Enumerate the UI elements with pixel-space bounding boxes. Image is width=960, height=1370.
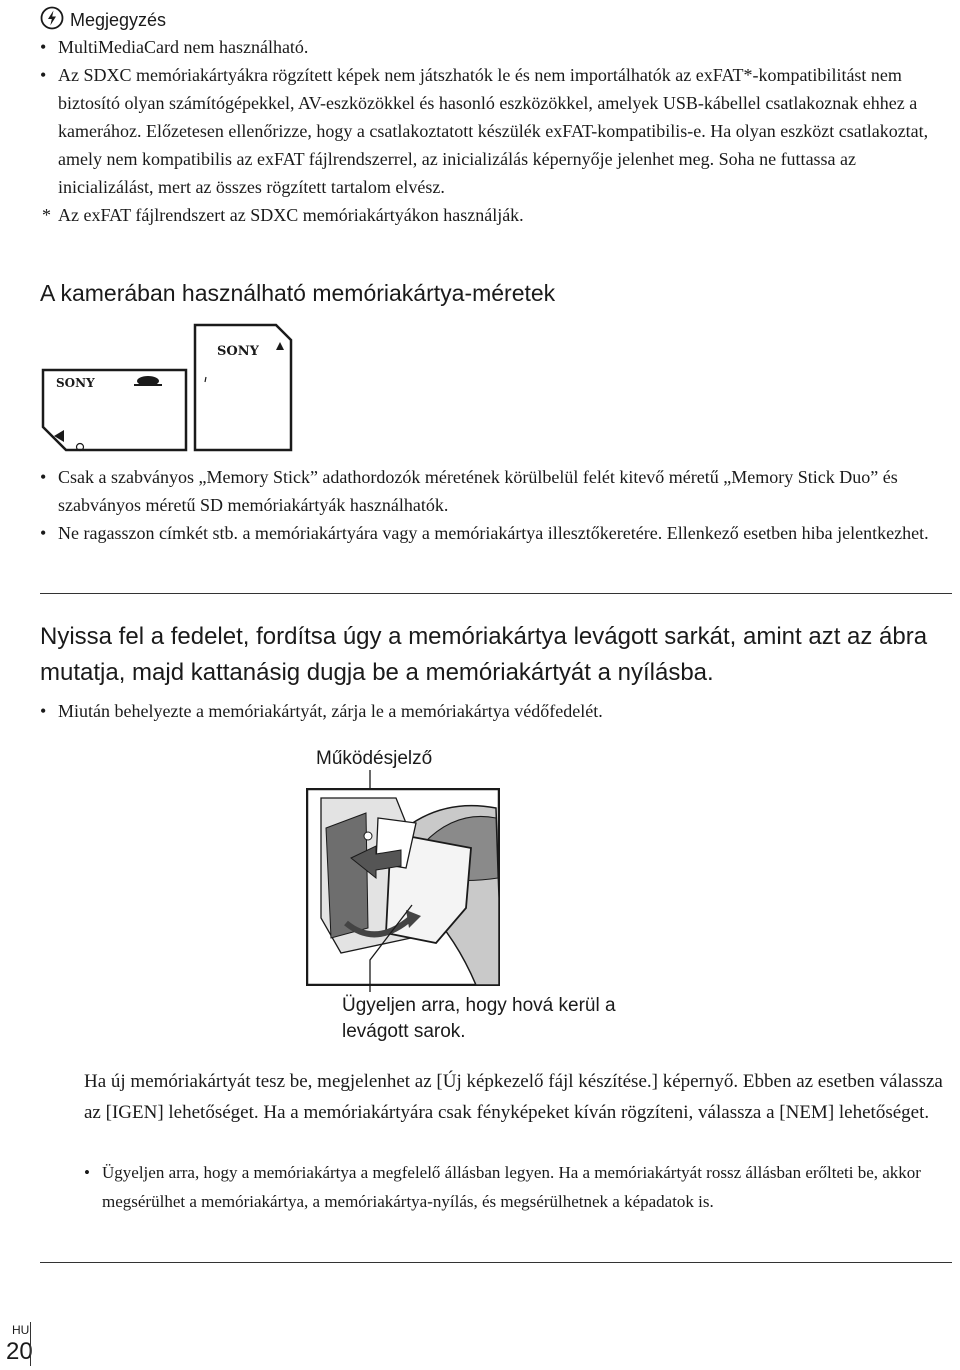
footer-divider [40, 1262, 952, 1263]
note-list [40, 33, 945, 229]
label-cut-corner: Ügyeljen arra, hogy hová kerül a levágott sarok. [342, 995, 616, 1042]
new-card-info: Ha új memóriakártyát tesz be, megjelenhet az [Új képkezelő fájl készítése.] képernyő. Ebben az esetben válassza az [IGEN] lehetőséget. Ha a memóriakártyára csak fényképeket kíván rögzíteni, válassza a [NEM] lehetőséget. [84, 1071, 943, 1123]
note-item: • Az SDXC memóriakártyákra rögzített képek nem játszhatók le és nem importálhatók az exFAT*-kompatibilitást nem biztosító olyan számítógépekkel, AV-eszközökkel és hasonló eszközökkel, amelyek USB-kábellel csatlakoznak ehhez a kamerához. Előzetesen ellenőrizze, hogy a csatlakoztatott készülék exFAT-kompatibilis-e. Ha olyan eszközt csatlakoztat, amely nem kompatibilis az exFAT fájlrendszerrel, az inicializálás képernyője jelenhet meg. Soha ne futtassa az inicializálást, mert az összes rögzített tartalom elvész. [40, 61, 945, 201]
language-code: HU [12, 1323, 30, 1337]
list-item: • Csak a szabványos „Memory Stick” adathordozók méretének körülbelül felét kitevő méretű „Memory Stick Duo” és szabványos méretű SD memóriakártyák használhatók. [40, 463, 945, 519]
label-indicator: Működésjelző [316, 748, 433, 769]
footer-vertical-rule [30, 1322, 31, 1366]
section-divider [40, 593, 952, 594]
list-item: • Ne ragasszon címkét stb. a memóriakártyára vagy a memóriakártya illesztőkeretére. Ellenkező esetben hiba jelentkezhet. [40, 519, 945, 547]
card-sizes-list [40, 463, 945, 547]
card-sizes-heading: A kamerában használható memóriakártya-méretek [40, 280, 556, 306]
card-brand-right: SONY [217, 344, 259, 359]
note-item: • MultiMediaCard nem használható. [40, 33, 945, 61]
note-title: Megjegyzés [70, 10, 167, 30]
step-notes [40, 697, 945, 725]
note-footnote: * Az exFAT fájlrendszert az SDXC memóriakártyákon használják. [40, 201, 945, 229]
sd-card-icon [195, 325, 291, 450]
leader-line-bottom [330, 900, 430, 995]
note-header [40, 6, 166, 35]
page-number: 20 [6, 1338, 33, 1365]
memory-card-illustration [40, 320, 300, 455]
note-icon [40, 6, 64, 35]
caution-list [84, 1158, 944, 1216]
list-item: • Miután behelyezte a memóriakártyát, zárja le a memóriakártya védőfedelét. [40, 697, 945, 725]
card-brand-left: SONY [56, 376, 95, 390]
memory-stick-duo-icon [43, 370, 186, 451]
step-heading: Nyissa fel a fedelet, fordítsa úgy a memóriakártya levágott sarkát, amint azt az ábra mutatja, majd kattanásig dugja be a memóriakártyát a nyílásba. [40, 623, 928, 686]
list-item: • Ügyeljen arra, hogy a memóriakártya a megfelelő állásban legyen. Ha a memóriakártyát rossz állásban erőlteti be, akkor megsérülhet a memóriakártya, a memóriakártya-nyílás, és megsérülhetnek a képadatok is. [84, 1158, 944, 1216]
